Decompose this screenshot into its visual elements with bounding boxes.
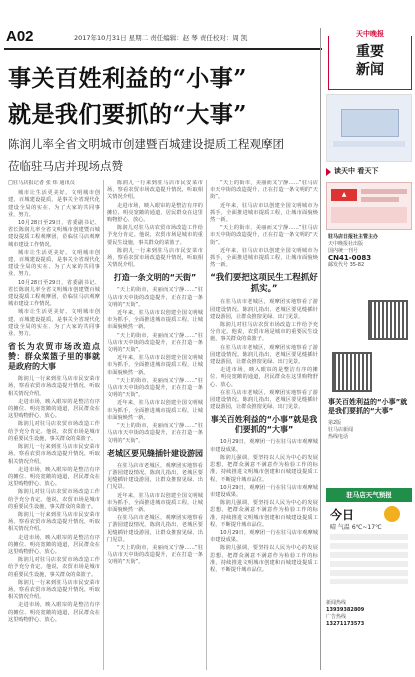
section-paragraph: 10月29日，观摩团一行在驻马店市观摩城市建设成果。 bbox=[210, 484, 318, 498]
section-paragraph: “天上的街市，美丽而又宁静……”驻马店市天中街的改造提升，正在打造一条文明的“天街”。 bbox=[107, 544, 203, 566]
section-paragraph: “天上的街市，美丽而又宁静……”驻马店市天中街的改造提升，正在打造一条文明的“天街”。 bbox=[210, 225, 318, 246]
article-column-3 bbox=[210, 180, 318, 670]
section-paragraph: 近年来，驻马店市以创建全国文明城市为抓手，全面推进城市提质工程，让城市面貌焕然一新。 bbox=[107, 400, 203, 421]
section-paragraph: 走进市场，映入眼帘的是整洁有序的摊位、明亮宽敞的通道，居民群众在这里购物舒心、放心。 bbox=[8, 398, 100, 420]
column-divider bbox=[103, 180, 104, 670]
promo-line bbox=[361, 189, 407, 194]
contact-line: 13271173573 bbox=[326, 621, 365, 627]
section-paragraph: 在驻马店市老城区，观摩团实地察看了游园建设情况。陈润儿指出，老城区要见缝插针建设游园，让群众推窗见绿、出门见景。 bbox=[210, 299, 318, 320]
publisher-line: CN41-0083 bbox=[328, 254, 372, 262]
issue-info: 2017年10月31日 星期二 责任编辑：赵 琴 责任校对：周 凯 bbox=[74, 34, 248, 42]
section-paragraph: 近年来，驻马店市以创建全国文明城市为抓手，全面推进城市提质工程，让城市面貌焕然一新。 bbox=[107, 355, 203, 376]
section-paragraph: 在驻马店市老城区，观摩团实地察看了游园建设情况。陈润儿指出，老城区要见缝插针建设游园，让群众推窗见绿、出门见景。 bbox=[210, 389, 318, 411]
section-paragraph: 陈润儿对驻马店农贸市场改造工作给予充分肯定。他说，农贸市场是城市的重要民生设施，事关群众的菜篮子。 bbox=[210, 322, 318, 343]
section-paragraph: 近年来，驻马店市以创建全国文明城市为抓手，全面推进城市提质工程，让城市面貌焕然一新。 bbox=[210, 202, 318, 224]
teaser-line: 热线电话 bbox=[328, 434, 349, 440]
section-paragraph: 在驻马店市老城区，观摩团实地察看了游园建设情况。陈润儿指出，老城区要见缝插针建设游园，让群众推窗见绿、出门见景。 bbox=[210, 344, 318, 366]
headline-line-1: 事关百姓利益的“小事” bbox=[8, 65, 247, 92]
publisher-line: 天中晚报社出版 bbox=[328, 241, 364, 247]
qr-code bbox=[368, 300, 408, 340]
section-paragraph: 陈润儿对驻马店农贸市场改造工作给予充分肯定。他说，农贸市场是城市的重要民生设施，事关群众的菜篮子。 bbox=[8, 421, 100, 442]
promo-box bbox=[326, 182, 412, 230]
publisher-title: 驻马店日报社主管主办 bbox=[328, 234, 379, 240]
column-divider bbox=[206, 180, 207, 670]
section-paragraph: 陈润儿对驻马店农贸市场改造工作给予充分肯定。他说，农贸市场是城市的重要民生设施，事关群众的菜篮子。 bbox=[8, 489, 100, 510]
page-header bbox=[4, 28, 322, 50]
section-paragraph: 近年来，驻马店市以创建全国文明城市为抓手，全面推进城市提质工程，让城市面貌焕然一新。 bbox=[210, 247, 318, 269]
section-paragraph: 近年来，驻马店市以创建全国文明城市为抓手，全面推进城市提质工程，让城市面貌焕然一新。 bbox=[107, 310, 203, 331]
section-paragraph: 陈润儿一行来到驻马店市民安菜市场，察看农贸市场改造提升情况，听取相关情况介绍。 bbox=[8, 376, 100, 397]
section-paragraph: 陈润儿一行来到驻马店市民安菜市场，察看农贸市场改造提升情况，听取相关情况介绍。 bbox=[8, 579, 100, 601]
section-paragraph: 陈润儿对驻马店农贸市场改造工作给予充分肯定。他说，农贸市场是城市的重要民生设施，事关群众的菜篮子。 bbox=[107, 225, 203, 246]
section-title-1: 重要 bbox=[356, 44, 384, 60]
intro-paragraph: 城市让生活更美好。文明城市创建、百城建设提质，是事关全省现代化建设全局的实在、为了大家的共同事业，努力。 bbox=[8, 249, 100, 278]
section-paragraph: 走进市场，映入眼帘的是整洁有序的摊位、明亮宽敞的通道，居民群众在这里购物舒心、放心。 bbox=[210, 367, 318, 388]
section-paragraph: 10月29日，观摩团一行在驻马店市观摩城市建设成果。 bbox=[210, 529, 318, 544]
subheadline-line-2: 莅临驻马店并现场点赞 bbox=[8, 159, 123, 173]
publisher-line: 邮发代号 35-82 bbox=[328, 262, 365, 268]
ad-image bbox=[341, 109, 399, 137]
teaser-line: 第2版 bbox=[328, 420, 342, 426]
headline-line-2: 就是我们要抓的“大事” bbox=[8, 101, 247, 128]
teaser-text bbox=[328, 420, 410, 441]
section-paragraph: 陈润儿一行来到驻马店市民安菜市场，察看农贸市场改造提升情况，听取相关情况介绍。 bbox=[107, 180, 203, 201]
section-paragraph: “天上的街市，美丽而又宁静……”驻马店市天中街的改造提升，正在打造一条文明的“天街”。 bbox=[107, 332, 203, 354]
header-rule bbox=[4, 48, 322, 50]
arrow-icon bbox=[326, 168, 331, 176]
contact-line: 广告热线 bbox=[326, 614, 347, 620]
byline: □驻马店报记者 张 炜 通讯员 bbox=[8, 180, 75, 186]
section-paragraph: 在驻马店市老城区，观摩团实地察看了游园建设情况。陈润儿指出，老城区要见缝插针建设游园，让群众推窗见绿、出门见景。 bbox=[107, 515, 203, 543]
pull-quote: “我们要把这项民生工程抓好抓实。” bbox=[210, 273, 318, 295]
article-column-2 bbox=[107, 180, 203, 670]
section-paragraph: 10月29日，观摩团一行在驻马店市观摩城市建设成果。 bbox=[210, 439, 318, 453]
section-paragraph: 陈润儿强调，要坚持以人民为中心的发展思想，把群众满意不满意作为检验工作的标准，持续推进文明城市创建和百城建设提质工程，不断提升城市品位。 bbox=[210, 545, 318, 573]
publisher-info bbox=[328, 234, 410, 269]
section-heading: 老城区要见缝插针建设游园 bbox=[107, 448, 203, 458]
section-paragraph: 走进市场，映入眼帘的是整洁有序的摊位、明亮宽敞的通道，居民群众在这里购物舒心、放心。 bbox=[8, 466, 100, 488]
sidebar bbox=[322, 0, 415, 677]
section-paragraph: 近年来，驻马店市以创建全国文明城市为抓手，全面推进城市提质工程，让城市面貌焕然一新。 bbox=[107, 492, 203, 513]
qr-code bbox=[332, 352, 372, 392]
nav-label: 读天中 看天下 bbox=[334, 167, 379, 175]
section-title-2: 新闻 bbox=[356, 62, 384, 78]
article-column-1 bbox=[8, 180, 100, 670]
section-paragraph: 陈润儿强调，要坚持以人民为中心的发展思想，把群众满意不满意作为检验工作的标准，持续推进文明城市创建和百城建设提质工程，不断提升城市品位。 bbox=[210, 454, 318, 483]
subheadline-line-1: 陈润儿率全省文明城市创建暨百城建设提质工程观摩团 bbox=[8, 137, 284, 151]
section-paragraph: 陈润儿一行来到驻马店市民安菜市场，察看农贸市场改造提升情况，听取相关情况介绍。 bbox=[107, 247, 203, 269]
section-heading: 事关百姓利益的“小事”就是我们要抓的“大事” bbox=[210, 415, 318, 435]
intro-paragraph: 城市让生活更美好。文明城市创建、百城建设提质，是事关全省现代化建设全局的实在、为了大家的共同事业，努力。 bbox=[8, 309, 100, 338]
section-paragraph: 陈润儿一行来到驻马店市民安菜市场，察看农贸市场改造提升情况，听取相关情况介绍。 bbox=[8, 444, 100, 465]
section-paragraph: 陈润儿一行来到驻马店市民安菜市场，察看农贸市场改造提升情况，听取相关情况介绍。 bbox=[8, 511, 100, 533]
section-masthead bbox=[328, 30, 412, 90]
contact-line: 新闻热线 bbox=[326, 600, 347, 606]
nav-bar bbox=[326, 166, 412, 178]
contact-info bbox=[326, 600, 412, 670]
weather-today: 今日 bbox=[330, 508, 355, 522]
intro-paragraph: 10月28日至29日，省委副书记、省长陈润儿率全省文明城市创建暨百城建设提质工程观摩团，莅临驻马店观摩城市建设工作情况。 bbox=[8, 279, 100, 308]
section-paragraph: “天上的街市，美丽而又宁静……”驻马店市天中街的改造提升，正在打造一条文明的“天街”。 bbox=[210, 180, 318, 201]
intro-paragraph: 10月28日至29日，省委副书记、省长陈润儿率全省文明城市创建暨百城建设提质工程观摩团，莅临驻马店观摩城市建设工作情况。 bbox=[8, 220, 100, 248]
section-heading: 打造一条文明的“天街” bbox=[113, 273, 197, 283]
section-paragraph: 陈润儿对驻马店农贸市场改造工作给予充分肯定。他说，农贸市场是城市的重要民生设施，事关群众的菜篮子。 bbox=[8, 557, 100, 578]
section-paragraph: 陈润儿强调，要坚持以人民为中心的发展思想，把群众满意不满意作为检验工作的标准，持续推进文明城市创建和百城建设提质工程，不断提升城市品位。 bbox=[210, 500, 318, 528]
intro-paragraph: 城市让生活更美好。文明城市创建、百城建设提质，是事关全省现代化建设全局的实在、为了大家的共同事业，努力。 bbox=[8, 190, 100, 218]
weather-banner: 驻马店天气预报 bbox=[326, 488, 412, 502]
forecast-table bbox=[330, 534, 408, 584]
promo-line bbox=[361, 197, 399, 202]
promo-badge: ▲ bbox=[331, 189, 357, 201]
promo-panel bbox=[331, 207, 407, 223]
section-paragraph: 走进市场，映入眼帘的是整洁有序的摊位、明亮宽敞的通道，居民群众在这里购物舒心、放心。 bbox=[107, 202, 203, 224]
section-paragraph: 走进市场，映入眼帘的是整洁有序的摊位、明亮宽敞的通道，居民群众在这里购物舒心、放心。 bbox=[8, 602, 100, 623]
weather-temp: 晴 气温 6℃~17℃ bbox=[330, 524, 382, 531]
sidebar-divider bbox=[320, 28, 321, 670]
brand-name: 天中晚报 bbox=[329, 29, 411, 39]
section-paragraph: “天上的街市，美丽而又宁静……”驻马店市天中街的改造提升，正在打造一条文明的“天街”。 bbox=[107, 377, 203, 399]
section-paragraph: “天上的街市，美丽而又宁静……”驻马店市天中街的改造提升，正在打造一条文明的“天街”。 bbox=[107, 287, 203, 308]
section-paragraph: 在驻马店市老城区，观摩团实地察看了游园建设情况。陈润儿指出，老城区要见缝插针建设游园，让群众推窗见绿、出门见景。 bbox=[107, 462, 203, 491]
section-heading: 省长为农贸市场改造点赞：群众菜篮子里的事就是政府的大事 bbox=[8, 342, 100, 372]
section-paragraph: 走进市场，映入眼帘的是整洁有序的摊位、明亮宽敞的通道，居民群众在这里购物舒心、放心。 bbox=[8, 534, 100, 555]
ad-strip bbox=[333, 141, 405, 147]
publisher-line: 国内统一刊号 bbox=[328, 248, 359, 254]
weather-forecast bbox=[326, 488, 412, 588]
sun-icon bbox=[384, 506, 400, 522]
section-paragraph: “天上的街市，美丽而又宁静……”驻马店市天中街的改造提升，正在打造一条文明的“天街”。 bbox=[107, 423, 203, 444]
teaser-title: 事关百姓利益的“小事”就是我们要抓的“大事” bbox=[328, 398, 408, 415]
teaser-line: 驻马店新闻 bbox=[328, 427, 354, 433]
ad-box bbox=[326, 94, 412, 162]
page-number: A02 bbox=[6, 28, 34, 45]
contact-line: 13939382809 bbox=[326, 607, 365, 613]
